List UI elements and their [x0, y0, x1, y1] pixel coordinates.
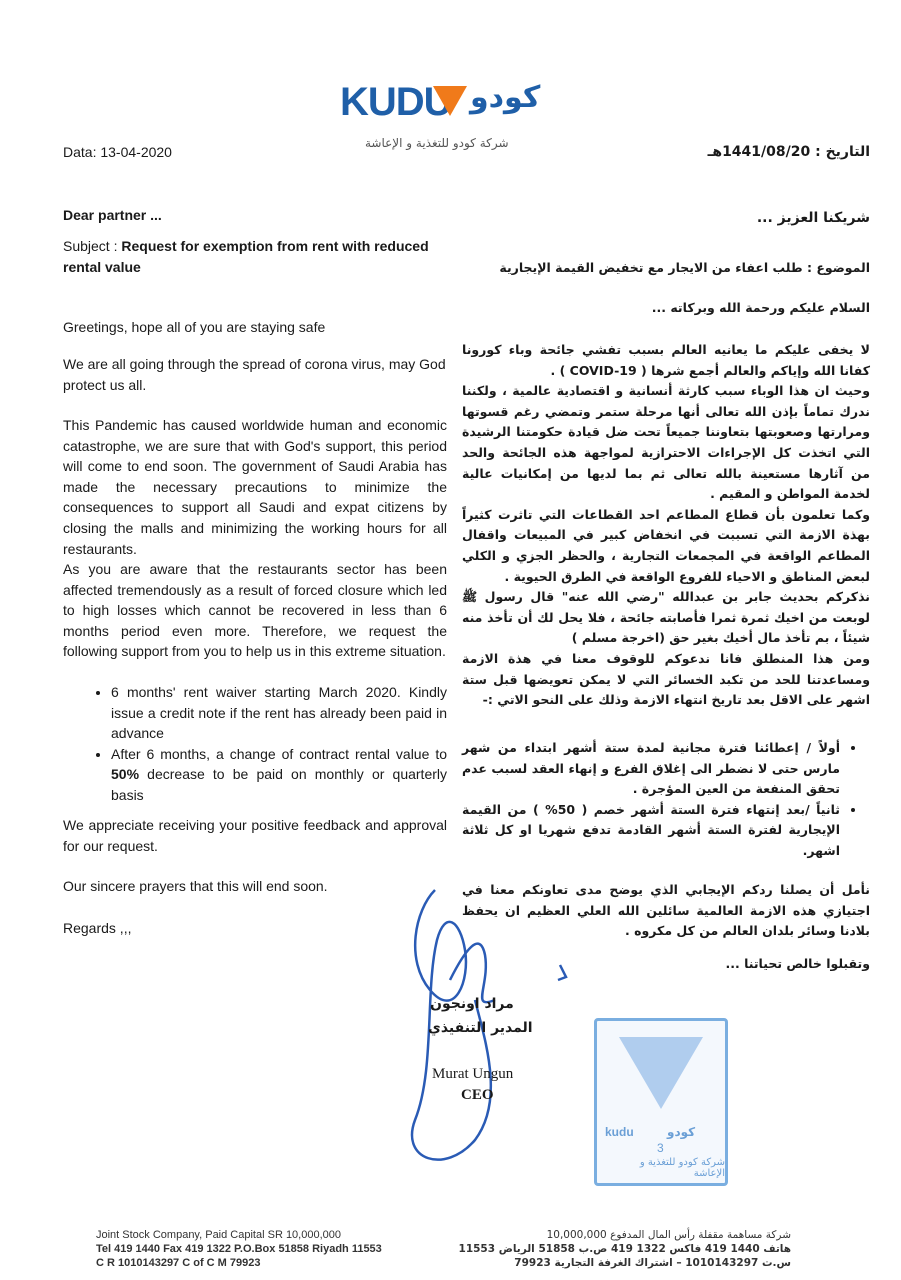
- signatory-name: Murat Ungun: [432, 1066, 514, 1082]
- paragraph-corona: [63, 354, 447, 395]
- bullet-en-2-post: decrease to be paid on monthly or quarterly basis: [111, 766, 447, 803]
- paragraph-restaurants: [63, 559, 447, 662]
- stamp-brand-ar: كودو: [667, 1125, 696, 1139]
- bullet-en-2-bold: 50%: [111, 766, 140, 783]
- footer-ar-line-2: هاتف 1440 419 فاكس 1322 419 ص.ب 51858 الرياض 11553: [458, 1243, 791, 1255]
- para-en-6: Our sincere prayers that this will end soon.: [63, 878, 328, 894]
- salutation-ar-block: [462, 298, 870, 319]
- date-english: Data: 13-04-2020: [63, 144, 172, 160]
- logo-arabic-text: كودو: [470, 80, 541, 115]
- footer-english: [96, 1228, 382, 1270]
- footer-ar-line-3: س.ت 1010143297 – اشتراك الغرفة التجارية 79923: [514, 1257, 791, 1269]
- signatory-title-ar: المدير التنفيذي: [428, 1020, 533, 1036]
- english-subject: [63, 236, 447, 277]
- para-ar-6: نأمل أن يصلنا ردكم الإيجابي الذي يوضح مدى تعاونكم معنا في اجتيازي هذه الازمة العالمية سائلين الله العلي العظيم ان يحفظ بلادنا وسائر بلدان العالم من كل مكروه .: [462, 882, 870, 939]
- para-ar-5: ومن هذا المنطلق فانا ندعوكم للوقوف معنا في هذة الازمة ومساعدتنا للحد من تكبد الخسائر التي لا يمكن تعويضها قبل ستة اشهر على الاقل بعد تاريخ انتهاء الازمة وذلك على النحو الاتي :-: [462, 650, 870, 708]
- signatory-name-ar: مراد اونجون: [430, 996, 514, 1012]
- stamp-number: 3: [657, 1141, 664, 1155]
- logo-triangle-icon: [433, 86, 467, 116]
- greeting-en: Dear partner ...: [63, 207, 162, 223]
- company-stamp: [594, 1018, 728, 1186]
- signatory-title: CEO: [461, 1087, 494, 1103]
- bullet-ar-2: ثانياً /بعد إنتهاء فترة الستة أشهر خصم ( 50% ) من القيمة الإيجارية لفترة الستة أشهر القادمة تدفع شهريا او كل ثلاثة اشهر.: [462, 801, 840, 858]
- subject-ar-block: [462, 258, 870, 279]
- logo-subtitle: شركة كودو للتغذية و الإعاشة: [365, 136, 509, 150]
- request-list-en: [63, 682, 447, 806]
- para-ar-3: وكما تعلمون بأن قطاع المطاعم احد القطاعات التي تاثرت كثيراً بهذة الازمة التي تسببت في انخفاض كبير في المبيعات واقفال المطاعم الواقعة في المجمعات التجارية ، والحظر الجزي و الكلي لبعض المناطق و الاحياء للفروع الواقعة في الطرق الحيوية .: [462, 506, 870, 584]
- company-logo: [340, 74, 580, 154]
- footer-ar-line-1: شركة مساهمة مقفلة رأس المال المدفوع 10,000,000: [546, 1229, 791, 1241]
- subject-prefix-en: Subject :: [63, 238, 122, 254]
- bullet-en-2-pre: After 6 months, a change of contract rental value to: [111, 745, 447, 762]
- list-item: [111, 744, 447, 806]
- para-en-2: We are all going through the spread of corona virus, may God protect us all.: [63, 356, 446, 393]
- para-en-5: We appreciate receiving your positive feedback and approval for our request.: [63, 817, 447, 854]
- salutation-ar: السلام عليكم ورحمة الله وبركاته ...: [651, 300, 870, 315]
- para-en-1: Greetings, hope all of you are staying safe: [63, 319, 326, 335]
- footer-en-line-3: C R 1010143297 C of C M 79923: [96, 1257, 261, 1269]
- paragraph-feedback: [63, 815, 447, 856]
- para-ar-2: وحيث ان هذا الوباء سبب كارثة أنسانية و اقتصادية عالمية ، ولكننا ندرك تماماً بإذن الله تعالى أنها مرحلة ستمر وتمضي رغم قسوتها ومرارتها وصعوبتها بتعاوننا جميعاً تحت ضل قيادة حكومتنا الرشيدة التي اتخذت كل الإجراءات الاحترازية لمواجهة هذه الجائحة والحد من آثارها مستعينة بالله تعالى ثم بما لديها من إمكانيات عالية لخدمة المواطن و المقيم .: [462, 383, 870, 502]
- logo-latin-text: KUDU: [340, 80, 452, 124]
- bullet-en-1: 6 months' rent waiver starting March 2020. Kindly issue a credit note if the rent has already been paid in advance: [111, 684, 447, 742]
- greeting-ar-block: [462, 208, 870, 229]
- regards-text: Regards ,,,: [63, 920, 132, 936]
- date-arabic: التاريخ : 1441/08/20هـ: [707, 144, 870, 160]
- subject-en: Request for exemption from rent with reduced rental value: [63, 238, 429, 275]
- stamp-triangle-icon: [619, 1037, 703, 1109]
- para-ar-4: نذكركم بحديث جابر بن عبدالله "رضي الله عنه" قال رسول ﷺ لوبعت من اخيك ثمرة ثمرا فأصابته جائحة ، فلا يحل لك أن تأخذ منه شيئاً ، بم تأخذ مال أخيك بغير حق (اخرجة مسلم ): [462, 589, 870, 646]
- subject-ar: الموضوع : طلب اعفاء من الايجار مع تخفيض القيمة الإيجارية: [499, 260, 870, 275]
- greeting-ar: شريكنا العزيز ...: [756, 210, 870, 226]
- footer-arabic: [459, 1228, 791, 1270]
- stamp-company-ar: شركة كودو للتغذية و الإعاشة: [639, 1157, 725, 1179]
- bullet-ar-1: أولاً / إعطائنا فترة مجانية لمدة ستة أشهر ابتداء من شهر مارس حتى لا نضطر الى إغلاق الفرع و إنهاء العقد لسبب عدم تحقق المنفعة من العين المؤجرة .: [462, 740, 840, 797]
- paragraph-pandemic: [63, 415, 447, 559]
- list-item: [462, 800, 840, 862]
- english-greeting: [63, 205, 447, 226]
- para-ar-1: لا يخفى عليكم ما يعانيه العالم بسبب تفشي جائحة وباء كورونا كفانا الله وإياكم والعالم أجمع شرها ( COVID-19 ) .: [462, 342, 870, 378]
- stamp-brand: kudu: [605, 1125, 634, 1139]
- footer-en-line-1: Joint Stock Company, Paid Capital SR 10,000,000: [96, 1229, 341, 1241]
- list-item: [462, 738, 840, 800]
- request-list-ar: [462, 738, 870, 862]
- list-item: [111, 682, 447, 744]
- arabic-body: [462, 340, 870, 711]
- closing-ar: وتقبلوا خالص تحياتنا ...: [725, 956, 870, 971]
- paragraph-greetings: [63, 317, 447, 338]
- para-en-3: This Pandemic has caused worldwide human and economic catastrophe, we are sure that with God's support, this period will come to end soon. The government of Saudi Arabia has made the necessary precautions to minimize the consequences to support all Saudi and expat citizens by closing the malls and minimizing the working hours for all restaurants.: [63, 417, 447, 557]
- footer-en-line-2: Tel 419 1440 Fax 419 1322 P.O.Box 51858 Riyadh 11553: [96, 1243, 382, 1255]
- para-en-4: As you are aware that the restaurants sector has been affected tremendously as a result of forced closure which led to high losses which cannot be recovered in less than 6 months period even more. Therefore, we request the following support from you to help us in this extreme situation.: [63, 561, 447, 660]
